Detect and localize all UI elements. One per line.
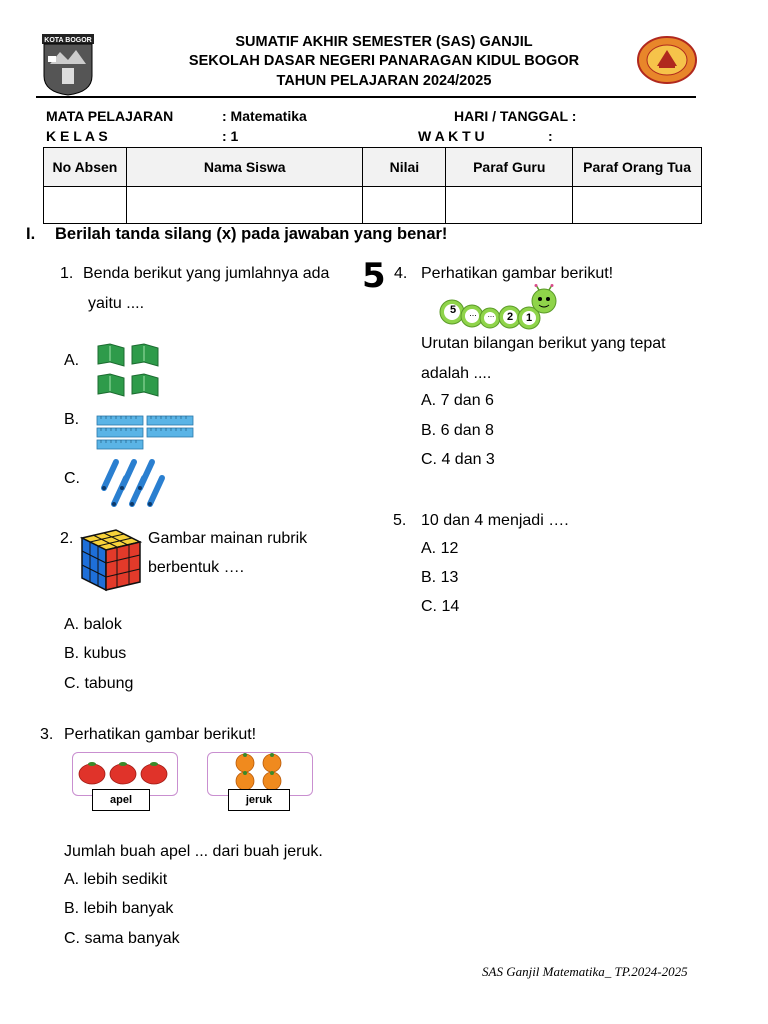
pen-icon: [98, 458, 168, 510]
q5-text: 10 dan 4 menjadi ….: [421, 512, 569, 529]
q3-option-b[interactable]: B. lebih banyak: [64, 900, 174, 917]
page-footer: SAS Ganjil Matematika_ TP.2024-2025: [482, 964, 688, 979]
q2-text-line2: berbentuk ….: [148, 559, 245, 576]
caterpillar-number-4: 2: [506, 311, 514, 323]
section-instruction: Berilah tanda silang (x) pada jawaban yang benar!: [55, 225, 448, 243]
q3-option-a[interactable]: A. lebih sedikit: [64, 871, 168, 888]
header-divider: [36, 96, 696, 98]
school-seal: [637, 36, 697, 84]
q3-text: Perhatikan gambar berikut!: [64, 726, 257, 743]
q1-big-number: 5: [362, 256, 386, 296]
header-paraf-guru: Paraf Guru: [446, 148, 573, 187]
header-no-absen: No Absen: [44, 148, 127, 187]
q5-option-b[interactable]: B. 13: [421, 569, 459, 586]
q5-option-a[interactable]: A. 12: [421, 540, 459, 557]
apple-label: apel: [92, 789, 150, 811]
cell-paraf-orang-tua[interactable]: [573, 187, 702, 224]
rubik-cube-icon: [74, 528, 144, 594]
header-title-line2: SEKOLAH DASAR NEGERI PANARAGAN KIDUL BOGOR: [188, 53, 580, 69]
q4-option-c[interactable]: C. 4 dan 3: [421, 451, 495, 468]
q1-option-c[interactable]: C.: [64, 470, 80, 487]
q5-option-c[interactable]: C. 14: [421, 598, 460, 615]
q5-number: 5.: [393, 512, 407, 529]
cell-nama-siswa[interactable]: [126, 187, 363, 224]
q1-text-line1: Benda berikut yang jumlahnya ada: [83, 265, 330, 282]
q1-option-a[interactable]: A.: [64, 352, 80, 369]
q3-question: Jumlah buah apel ... dari buah jeruk.: [64, 843, 323, 860]
orange-icon: [232, 753, 286, 791]
q1-number: 1.: [60, 265, 74, 282]
q4-option-a[interactable]: A. 7 dan 6: [421, 392, 494, 409]
q4-number: 4.: [394, 265, 408, 282]
q1-option-b[interactable]: B.: [64, 411, 80, 428]
caterpillar-number-3: ...: [487, 310, 495, 319]
svg-text:KOTA BOGOR: KOTA BOGOR: [44, 37, 92, 44]
ruler-icon: [96, 414, 194, 450]
cell-nilai[interactable]: [363, 187, 446, 224]
time-colon: :: [548, 128, 553, 144]
q2-text-line1: Gambar mainan rubrik: [148, 530, 308, 547]
orange-label: jeruk: [228, 789, 290, 811]
date-label: HARI / TANGGAL :: [454, 108, 577, 124]
q2-option-a[interactable]: A. balok: [64, 616, 122, 633]
apple-icon: [77, 760, 171, 786]
q4-text2-line1: Urutan bilangan berikut yang tepat: [421, 335, 666, 352]
q1-text-line2: yaitu ....: [88, 295, 145, 312]
header-nilai: Nilai: [363, 148, 446, 187]
q4-text2-line2: adalah ....: [421, 365, 492, 382]
cell-no-absen[interactable]: [44, 187, 127, 224]
q4-text: Perhatikan gambar berikut!: [421, 265, 614, 282]
q4-option-b[interactable]: B. 6 dan 8: [421, 422, 494, 439]
caterpillar-number-5: 1: [525, 312, 533, 324]
header-paraf-orang-tua: Paraf Orang Tua: [573, 148, 702, 187]
subject-value: : Matematika: [222, 108, 307, 124]
book-icon: [96, 342, 162, 398]
header-title-line1: SUMATIF AKHIR SEMESTER (SAS) GANJIL: [235, 34, 533, 50]
q2-option-c[interactable]: C. tabung: [64, 675, 134, 692]
cell-paraf-guru[interactable]: [446, 187, 573, 224]
q2-number: 2.: [60, 530, 74, 547]
q3-option-c[interactable]: C. sama banyak: [64, 930, 180, 947]
class-label: K E L A S: [46, 128, 108, 144]
q2-option-b[interactable]: B. kubus: [64, 645, 127, 662]
q3-number: 3.: [40, 726, 54, 743]
header-title-line3: TAHUN PELAJARAN 2024/2025: [276, 73, 492, 89]
caterpillar-number-1: 5: [449, 304, 457, 316]
header-nama-siswa: Nama Siswa: [126, 148, 363, 187]
student-identity-table: [43, 147, 702, 224]
caterpillar-number-2: ...: [469, 308, 477, 318]
class-value: : 1: [222, 128, 239, 144]
subject-label: MATA PELAJARAN: [46, 108, 174, 124]
time-label: W A K T U: [418, 128, 485, 144]
section-number: I.: [26, 225, 36, 243]
